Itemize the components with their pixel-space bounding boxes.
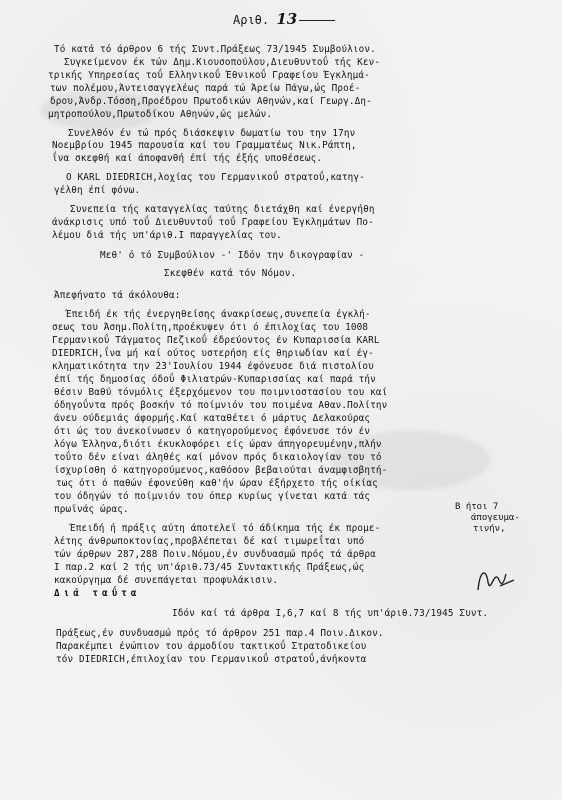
text-line: Παρακέμπει ένώπιον του άρμοδίου τακτικοΰ Στρατοδικείου	[56, 641, 367, 652]
text-line: Νοεμβρίου 1945 παρουσία καί του Γραμματέως Νικ.Ράπτη,	[52, 140, 357, 151]
text-line: πρωϊνάς ώρας.	[54, 504, 129, 515]
margin-note-line: τινήν,	[473, 524, 506, 534]
text-line: ίσχυρίσθη ό κατηγορούμενος,καθόσον βεβαιούται άναμφισβητή-	[54, 465, 388, 476]
text-line: άνάκρισις υπό τοΰ Διευθυντοΰ τοΰ Γραφείου Έγκλημάτων Πο-	[52, 217, 374, 228]
text-line: Πράξεως,έν συνδυασμώ πρός τό άρθρον 251 παρ.4 Ποιν.Δικον.	[56, 628, 384, 639]
text-line: Έπειδή ή πράξις αύτη άποτελεϊ τό άδίκημα τής έκ προμε-	[70, 523, 381, 534]
text-line: κακούργημα δέ συνεπάγεται προφυλάκισιν.	[54, 575, 279, 586]
text-line: έπί τής δημοσίας όδοΰ Φιλιατρών-Κυπαρισσίας καί παρά τήν	[54, 374, 376, 385]
margin-note	[455, 502, 520, 535]
text-line: θέσιν Βαθύ τόνμόλις έξερχόμενον του ποιμνιοστασίου του καί	[54, 387, 388, 398]
text-line: Άπεφήνατο τά άκόλουθα:	[54, 290, 181, 301]
text-line: άνευ ούδεμιάς άφορμής.Καί καταθέτει ό μάρτυς Δελακούρας	[54, 413, 371, 424]
text-line: Ο KARL DIEDRICH,λοχίας του Γερμανικοΰ στρατοΰ,κατηγ-	[66, 172, 365, 183]
text-line: Συνεπεία τής καταγγελίας ταύτης διετάχθη καί ένεργήθη	[70, 204, 375, 215]
text-line: κληματικότητα την 23'Ιουλίου 1944 έφόνευσε διά πιστολίου	[52, 361, 374, 372]
text-line: τοΰτο δέν είναι άληθές καί μόνον πρός δικαιολογίαν του τό	[54, 452, 382, 463]
text-line: των πολέμου,Άντεισαγγελέως παρά τώ Άρείω Πάγω,ώς Προέ-	[50, 83, 361, 94]
text-line: Ι παρ.2 καί 2 τής υπ'άριθ.73/45 Συντακτικής Πράξεως,ώς	[54, 562, 365, 573]
text-line: μητροπούλου,Πρωτοδίκου Αθηνών,ώς μελών.	[48, 109, 273, 120]
text-line: του όδηγών τό ποίμνιόν του όπερ κυρίως γίνεται κατά τάς	[54, 491, 371, 502]
text-line: Μεθ' ό τό Συμβούλιον -' Ιδόν την δικογραφίαν -	[100, 250, 365, 261]
text-line: τως ότι ό παθών έφονεύθη καθ'ήν ώραν έξήρχετο τής οίκίας	[56, 478, 378, 489]
text-line: Ιδόν καί τά άρθρα Ι,6,7 καί 8 τής υπ'άριθ.73/1945 Συντ.	[172, 608, 489, 619]
page-number: 13	[276, 10, 298, 28]
text-line: Σκεφθέν κατά τόν Νόμον.	[164, 268, 297, 279]
text-line: τρικής Υπηρεσίας τοΰ Ελληνικοΰ Έθνικοΰ Γραφείου Έγκλημά-	[48, 70, 370, 81]
text-line: λόγω Έλληνα,διότι έκυκλοφόρει είς ώραν άπηγορευμένην,πλήν	[54, 439, 382, 450]
text-line: λέτης άνθρωποκτονίας,προβλέπεται δέ καί τιμωρεΐται υπό	[54, 536, 365, 547]
text-line: όδηγοΰντα πρός βοσκήν τό ποίμνιόν του ποιμένα Αθαν.Πολίτην	[54, 400, 388, 411]
text-line: γέλθη έπί φόνω.	[54, 185, 141, 196]
text-line: ΐνα σκεφθή καί άποφανθή έπί τής έξής υποθέσεως.	[52, 153, 323, 164]
text-line: σεως του Άσημ.Πολίτη,προέκυψεν ότι ό έπιλοχίας του 1008	[52, 322, 369, 333]
text-line: δρου,Άνδρ.Τόσση,Προέδρου Πρωτοδικών Αθηνών,καί Γεωργ.Δη-	[50, 96, 372, 107]
text-line: Έπειδή έκ τής ένεργηθείσης άνακρίσεως,συνεπεία έγκλή-	[66, 309, 371, 320]
number-underline	[299, 20, 335, 21]
text-line: Τό κατά τό άρθρον 6 τής Συντ.Πράξεως 73/1945 Συμβούλιον.	[54, 44, 376, 55]
document-number	[233, 10, 335, 28]
text-line: DIEDRICH,ΐνα μή καί ούτος υστερήση είς θηριωδίαν καί έγ-	[52, 348, 374, 359]
margin-note-line: Β ήτοι 7	[455, 502, 499, 512]
text-line: Γερμανικοΰ Τάγματος Πεζικοΰ έδρεύοντος έν Κυπαρισσία KARL	[52, 335, 380, 346]
text-line: Συνελθόν έν τώ πρός διάσκεψιν δωματίω του την 17ην	[68, 128, 356, 139]
text-line: τόν DIEDRICH,έπιλοχίαν του Γερμανικοΰ στρατοΰ,άνήκοντα	[56, 654, 367, 665]
text-line: λέμου διά τής υπ'άριθ.Ι παραγγελίας του.	[52, 230, 282, 241]
handwritten-signature	[470, 560, 520, 600]
text-line: Διά ταΰτα	[54, 588, 141, 599]
margin-note-line: άπογευμα-	[471, 513, 520, 523]
number-label: Αριθ.	[233, 13, 270, 27]
text-line: Συγκείμενον έκ τών Δημ.Κιουσοπούλου,Διευθυντοΰ τής Κεν-	[64, 57, 381, 68]
text-line: ότι ώς του άνεκοίνωσεν ό κατηγορούμενος έφόνευσε τόν έν	[54, 426, 371, 437]
text-line: τών άρθρων 287,288 Ποιν.Νόμου,έν συνδυασμώ πρός τά άρθρα	[54, 549, 376, 560]
